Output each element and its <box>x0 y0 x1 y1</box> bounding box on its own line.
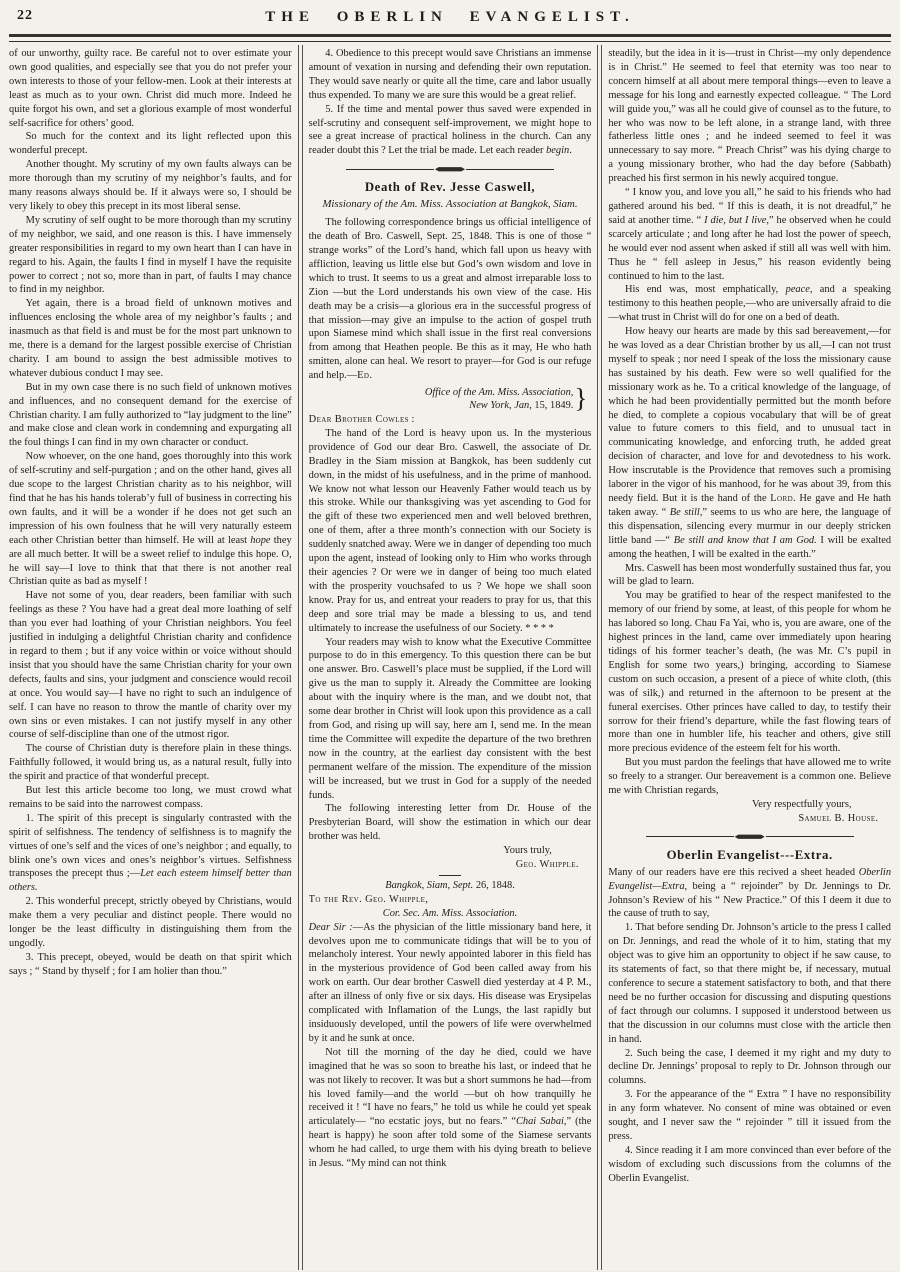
paragraph: 1. That before sending Dr. Johnson’s article to the press I called on Dr. Jennings, and read the whole of it to him, stating that my object was to give him an opportunity to object if he saw cause, to its statements of fact, so that there might be, if necessary, mutual conference to secure a statement satisfactory to both, and that there need be no further occasion for discussing and disputing questions of fact through our columns. I supposed it understood between us that the discussion in our columns must close with the article then in hand. <box>608 922 892 1045</box>
column-divider-rule <box>298 45 303 1270</box>
paragraph: 3. This precept, obeyed, would be death on that spirit which says ; “ Stand by thyself ; for I am holier than thou.” <box>9 951 292 977</box>
paragraph: Have not some of you, dear readers, been familiar with such feelings as these ? You have had a great deal more loathing of self than you ever had loathing of your Christian neighbors. You feel justified in indulging a delightful Christian charity and confidence in regard to them ; but if any voice within or voice without should insist that you should have the same Christian charity for your own defects, faults and sins, your judgment and conscience would recoil at once. You would say—I have no right to such an indulgence of self. I can have no reason to throw the mantle of charity over my own sins or even mistakes. I can not justify myself in any other course of self-discipline than one of the utmost rigor. <box>9 590 292 741</box>
text-line: Yours truly, <box>503 845 552 857</box>
diamond-ornament <box>435 167 465 172</box>
text-line: I die, but I live <box>704 214 767 226</box>
column-divider-rule <box>597 45 602 1270</box>
paragraph: Not till the morning of the day he died, could we have imagined that he was so soon to breathe his last, or indeed that he was not likely to recover. It was but a short summons he had—from his loved family—and the world —but oh how tranquilly he received it ! “I have no fears,” he told us while he could yet speak articulately— “no ecstatic joys, but no fears.” “Chai Sabai,” (the heart is happy) he soon after told some of the Siamese servants whom he had called, to urge them with his dying breath to believe in Jesus. “My mind can not think <box>308 1046 592 1170</box>
paragraph: So much for the context and its light reflected upon this wonderful precept. <box>9 131 292 157</box>
header-double-rule <box>9 34 891 42</box>
paragraph: But lest this article become too long, we must crowd what remains to be said into the narrowest compass. <box>9 785 292 810</box>
text-line: Office of the Am. Miss. Association, <box>424 386 574 398</box>
letter-signature-whipple <box>309 844 592 872</box>
orn-line <box>466 169 554 170</box>
paragraph: steadily, but the idea in it is—trust in Christ—my only dependence is in Christ.” He seemed to feel that eternity was too near to concern himself at all about mere temporal things—even to leave a message for his long and earnestly expected colleague. “ The Lord will guide you,” was all he could give of counsel as to the future, to her who was now to be left alone, in a strange land, with three fatherless little ones ; and he indeed seemed to feel it was unnecessary to say more. “ Preach Christ” was his dying charge to a young missionary brother, who had the day before (Sabbath) preached his first sermon in his newly acquired tongue. <box>608 48 892 185</box>
letter-office-address <box>309 385 588 412</box>
paragraph: Now whoever, on the one hand, goes thoroughly into this work of self-scrutiny and self-purgation ; and on the other hand, gives all due scope to the largest Christian charity as to his neighbor, will find that he has his hands tolerab’y full of business in correcting his own faults, and it will be a wonder if he does not get such an impression of his own foulness that he will very naturally esteem each other Christian better than himself. He will at least hope they are all much better. It will be a sweet relief to indulge this hope. O, he will say—I love to think that that there is not another real Christian quite as bad as myself ! <box>9 451 292 588</box>
columns-container <box>9 45 891 1270</box>
masthead-title: THE OBERLIN EVANGELIST. <box>265 9 635 25</box>
text-line <box>309 858 579 872</box>
paragraph: 1. The spirit of this precept is singularly contrasted with the spirit of selfishness. The tendency of selfishness is to magnify the virtues of one’s self and the vices of one’s neighbor ; and equally, to blink one’s own vices and ones’s neighbor’s virtues. Selfishness transposes the precept thus ;—Let each esteem himself better than others. <box>9 812 292 894</box>
section-divider <box>309 165 592 173</box>
sc: Dear Brother Cowles <box>308 414 409 426</box>
paragraph: 4. Since reading it I am more convinced than ever before of the wisdom of excluding such discussions from the columns of the Oberlin Evangelist. <box>608 1144 892 1184</box>
paragraph: Mrs. Caswell has been most wonderfully sustained thus far, you will be glad to learn. <box>608 562 892 588</box>
orn-line <box>646 836 734 837</box>
paragraph: 2. This wonderful precept, strictly obeyed by Christians, would make them a very peculiar and distinct people. There would no longer be the least difficulty in distinguishing them from the ungodly. <box>9 896 292 949</box>
text-line: Oberlin Evangelist—Extra <box>608 866 892 892</box>
orn-line <box>346 169 434 170</box>
text-line: peace <box>785 284 810 296</box>
paragraph: “ I know you, and love you all,” he said to his friends who had gathered around his bed. “ If this is death, it is not dreadful,” he said at another time. “ I die, but I live,” he observed when he could scarcely articulate ; and long after he had lost the power of speech, he would ever nod assent when asked if still all was well with him. Thus he “ fell asleep in Jesus,” his reason evidently being continued to him to the last. <box>608 187 892 282</box>
letter-dateline: Bangkok, Siam, Sept. 26, 1848. <box>385 879 515 891</box>
office-lines <box>425 386 574 412</box>
paragraph: His end was, most emphatically, peace, and a speaking testimony to this heathen people,—who are universally afraid to die—what trust in Christ will do for one on a bed of death. <box>608 284 892 324</box>
text-line: Very respectfully yours, <box>751 798 852 810</box>
sc: Ed <box>357 370 370 382</box>
text-line: New York, Jan, 15, 1849. <box>469 399 574 411</box>
text-line: Be still <box>669 506 700 518</box>
address-brace: } <box>574 383 588 414</box>
article-heading-death-of-caswell: Death of Rev. Jesse Caswell, <box>364 180 536 195</box>
column-2 <box>309 45 592 1272</box>
paragraph: 3. For the appearance of the “ Extra ” I have no responsibility in any form whatever. No consent of mine was obtained or even sought, and I never saw the “ rejoinder ” till it issued from the press. <box>608 1089 892 1142</box>
section-divider <box>608 833 891 841</box>
letter-addressee <box>309 893 592 921</box>
sc: Lord <box>770 493 794 504</box>
paragraph: 5. If the time and mental power thus saved were expended in self-scrutiny and consequent self-improvement, we might hope to see a great increase of practical holiness in the church. Can any reader doubt this ? Let the trial be made. Let each reader begin. <box>308 103 592 157</box>
article-subheading: Missionary of the Am. Miss. Association at Bangkok, Siam. <box>322 198 578 211</box>
text-line: Dear Sir : <box>308 921 353 933</box>
paragraph: But in my own case there is no such field of unknown motives and influences, and no consequent demand for the exercise of Christian charity. I am fully authorized to “lay judgment to the line” and make close and clean work in condemning and expurgating all the foul things I can find in my own character or conduct. <box>9 381 292 449</box>
text-line <box>425 386 574 399</box>
column-1 <box>9 45 292 1272</box>
text-line: Bangkok, Siam, Sept. <box>385 879 474 891</box>
paragraph: Your readers may wish to know what the Executive Committee purpose to do in this emergency. To this question there can be but one answer. Bro. Caswell’s place must be supplied, if the Lord will give us the man to supply it. Already the Committee are looking about with the inquiry where is the man, and we doubt not, that some dear brother in Christ will look upon this providence as a call from God, and rising up will say, here am I, send me. In the mean time the Committee will expedite the departure of the two brethren now in the country, at the earliest day consistent with the best permanent welfare of the mission. The expenditure of the mission will be increased, but we trust in God for a supply of the needed funds. <box>308 636 592 801</box>
paragraph: My scrutiny of self ought to be more thorough than my scrutiny of my neighbor, we said, and one reason is this. I have immensely greater responsibilities in regard to my own heart than I can have in regard to his. Again, the faults I find in myself I have the requisite power to correct ; not so, more than in part, of faults I may chance to find in my neighbor. <box>9 214 292 296</box>
paragraph: You may be gratified to hear of the respect manifested to the memory of our friend by some, at least, of this people for whom he has labored so long. Chau Fa Yai, who is, you are aware, one of the highest princes in the land, came over immediately upon hearing tidings of his former teacher’s death, (he was Mr. C’s pupil in English for some two years,) bringing, according to Siamese custom on such occasion, a present of a piece of white cloth, (this was of silk,) and returned in the afternoon to be present at the funeral exercises. Other princes have called to day, to testify their sorrow for their friend’s departure, while the fast flowing tears of more than one in humbler life, his teacher and others, give still more precious evidence of the esteem felt for his worth. <box>608 590 892 755</box>
page-header <box>9 6 891 32</box>
short-rule <box>309 875 592 876</box>
article-heading-extra: Oberlin Evangelist---Extra. <box>666 847 833 862</box>
paragraph: The hand of the Lord is heavy upon us. In the mysterious providence of God our dear Bro. Caswell, the associate of Dr. Bradley in the Siam mission at Bangkok, has been suddenly cut down, in the midst of his usefulness, and in the prime of manhood. We know not what lesson our Heavenly Father would teach us by this stroke. While our thanksgiving was yet ascending to God for the gift of these two experienced men and well beloved brethren, one of them, after a three month’s connection with our Society is suddenly snatched away. Were we in danger of depending too much upon the agent, instead of looking only to Him who works through their agencies ? Or were we in danger of being too much elated with the prosperity vouchsafed to us ? We hope we shall soon know. Pray for us, and entreat your readers to pray for us, that this deep and sore trial may be made a blessing to us, and tend ultimately to increase the usefulness of our Society. * * * * <box>308 427 592 634</box>
text-line <box>608 812 878 826</box>
text-line: To the Rev. Geo. Whipple, <box>308 893 428 905</box>
text-line: hope <box>250 534 271 546</box>
diamond-ornament <box>735 834 765 839</box>
letter-signature-house <box>608 798 891 826</box>
letter-salutation: Dear Brother Cowles : <box>308 414 415 426</box>
paragraph: Yet again, there is a broad field of unknown motives and influences enclosing the whole area of my neighbor’s faults ; and inasmuch as that field is and must be for the most part unknown to me, there is a demand for the largest possible exercise of Christian charity. I am bound to assign the best admissible motives to whatever dubious conduct I may see. <box>9 298 292 379</box>
page-number: 22 <box>17 8 33 23</box>
text-line <box>309 907 592 921</box>
paragraph: The following interesting letter from Dr. House of the Presbyterian Board, will show the estimation in which our dear brother was held. <box>308 803 592 843</box>
text-line: begin <box>546 145 570 157</box>
text-line: New York, Jan, <box>469 399 532 411</box>
paragraph: The course of Christian duty is therefore plain in these things. Faithfully followed, it would bring us, as a natural result, fully into the spirit and practice of that wonderful precept. <box>9 743 292 783</box>
paragraph: Another thought. My scrutiny of my own faults always can be more thorough than my scrutiny of my neighbor’s faults, and for many reasons always should be. If it always were so, I should be very likely to obey this precept in its most liberal sense. <box>9 159 292 212</box>
paragraph: Many of our readers have ere this recived a sheet headed Oberlin Evangelist—Extra, being a “ rejoinder” by Dr. Jennings to Dr. Johnson’s Review of his “ New Practice.” Of this I deem it due to the cause of truth to say, <box>608 866 892 920</box>
paragraph: of our unworthy, guilty race. Be careful not to over estimate your own good qualities, and especially see that you do not prefer your own interests to those of your fellow-men. Look at their interests at least as much as to your own. Christ did much more. Indeed he quite forgot his own, and set a glorious example of most wonderful self-sacrifice for others’ good. <box>9 48 292 129</box>
text-line: Be still and know that I am God. <box>673 534 817 546</box>
column-3 <box>608 45 891 1272</box>
sc: To the Rev. Geo. Whipple <box>308 893 426 905</box>
dash-line <box>439 875 461 876</box>
paragraph: Dear Sir :—As the physician of the little missionary band here, it devolves upon me to communicate tidings that will be to you of melancholy interest. Your newly appointed laborer in this field has in the mysterious providence of God been called away from his work on earth. Our dear brother Caswell died yesterday at 4 P. M., after an illness of only five or six days. His disease was Erysipelas complicated with Inflamation of the Lungs, the last rapidly but insiduously developed, until the powers of life were overwhelmed by it and he sunk at once. <box>308 921 592 1044</box>
text-line: Let each esteem himself better than others. <box>9 868 292 894</box>
paragraph: 2. Such being the case, I deemed it my right and my duty to decline Dr. Jennings’ proposal to reply to Dr. Johnson through our columns. <box>608 1047 892 1087</box>
sc: Samuel B. House. <box>798 812 879 824</box>
paragraph: How heavy our hearts are made by this sad bereavement,—for he was loved as a dear Christian brother by us all,—I can not trust myself to speak ; nor need I speak of the loss the missionary cause has sustained by his death. Few were so well qualified for the missionary work as he. To a critical knowledge of the language, of which he had been providentially permitted but the month before he died, to complete a copious vocabulary that will be of great value to future comers to this field, and to unusual tact in communicating knowledge, and enforcing truth, he added great decision of character, and love for and devotedness to his work. How inscrutable is the Providence that removes such a promising laborer in the vigor of his manhood, for he was about 39, from this needy field. But it is the hand of the Lord. He gave and He hath taken away. “ Be still,” seems to us who are here, the language of this dispensation, silencing every murmur in our deeply stricken little band —“ Be still and know that I am God. I will be exalted among the heathen, I will be exalted in the earth.” <box>608 326 892 560</box>
text-line: Cor. Sec. Am. Miss. Association. <box>382 907 518 919</box>
paragraph: But you must pardon the feelings that have allowed me to write so freely to a stranger. Our bereavement is a common one. Believe me with Christian regards, <box>608 757 892 797</box>
paragraph: The following correspondence brings us official intelligence of the death of Bro. Caswell, Sept. 25, 1848. This is one of those “ strange works” of the Lord’s hand, which fall upon us heavy with affliction, leaving us little else but God’s own wisdom and love in which to trust. It seems to us a great and almost irreparable loss to Zion —but the Lord understands his own view of the case. His death may be a crisis—a glorious era in the successful progress of that mission—may give an impulse to the action of gospel truth upon Siamese mind which shall issue in the first real conversions from among that Heathen people. Be this as it may, He who hath smitten, alone can heal. We resort to prayer—for God is our refuge and help.—Ed. <box>308 217 592 382</box>
orn-line <box>766 836 854 837</box>
sc: Geo. Whipple. <box>515 859 579 871</box>
text-line: Chai Sabai <box>515 1116 564 1128</box>
paragraph: 4. Obedience to this precept would save Christians an immense amount of vexation in nursing and defending their own reputation. They would save nearly or quite all the time, care and labor usually thus expended. To many we are sure this would be a great relief. <box>308 48 592 101</box>
